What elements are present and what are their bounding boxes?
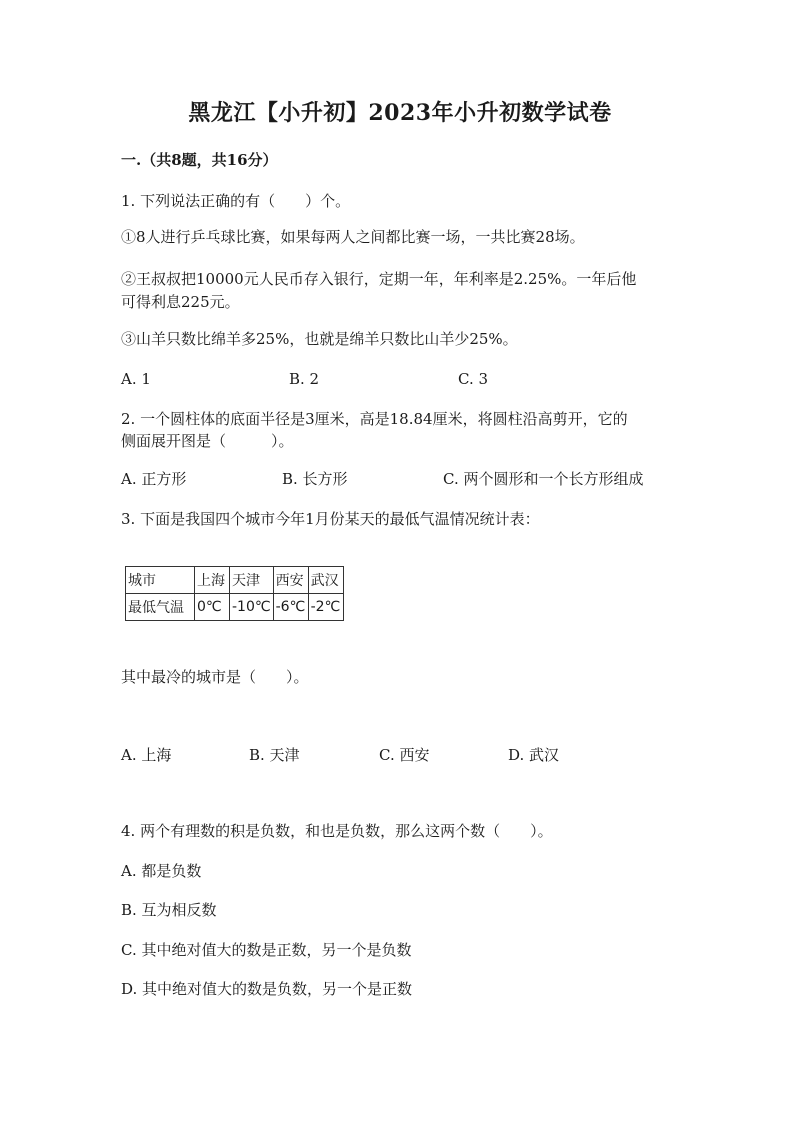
table-cell: 天津 [230,567,274,594]
section-heading: 一.（共8题，共16分） [121,151,278,169]
table-cell: 西安 [273,567,308,594]
q1-option-b: B. 2 [289,370,320,388]
q1-statement-2: ②王叔叔把10000元人民币存入银行，定期一年，年利率是2.25%。一年后他 [121,270,637,288]
table-cell: -10℃ [230,594,274,621]
q1-statement-3: ③山羊只数比绵羊多25%，也就是绵羊只数比山羊少25%。 [121,330,518,348]
table-cell: -6℃ [273,594,308,621]
table-cell: 城市 [126,567,195,594]
table-cell: -2℃ [308,594,343,621]
table-header-row [126,567,344,594]
q1-option-a: A. 1 [121,370,151,388]
q4-option-d: D. 其中绝对值大的数是负数，另一个是正数 [121,980,413,998]
q2-option-c: C. 两个圆形和一个长方形组成 [443,470,644,488]
q4-stem: 4. 两个有理数的积是负数，和也是负数，那么这两个数（ ）。 [121,822,553,840]
table-cell: 0℃ [195,594,230,621]
q4-option-c: C. 其中绝对值大的数是正数，另一个是负数 [121,941,412,959]
q3-option-c: C. 西安 [379,746,430,764]
q2-stem-cont: 侧面展开图是（ ）。 [121,432,294,450]
table-cell: 上海 [195,567,230,594]
q4-option-a: A. 都是负数 [121,862,202,880]
q4-option-b: B. 互为相反数 [121,901,217,919]
q1-statement-1: ①8人进行乒乓球比赛，如果每两人之间都比赛一场，一共比赛28场。 [121,228,585,246]
page-title: 黑龙江【小升初】2023年小升初数学试卷 [188,100,612,126]
table-row [126,594,344,621]
q3-question: 其中最冷的城市是（ ）。 [121,668,309,686]
q1-stem: 1. 下列说法正确的有（ ）个。 [121,192,351,210]
q2-stem: 2. 一个圆柱体的底面半径是3厘米，高是18.84厘米，将圆柱沿高剪开，它的 [121,410,628,428]
q3-option-b: B. 天津 [249,746,300,764]
q2-option-b: B. 长方形 [282,470,348,488]
q3-option-d: D. 武汉 [508,746,560,764]
q1-option-c: C. 3 [458,370,489,388]
q2-option-a: A. 正方形 [121,470,187,488]
q1-statement-2-cont: 可得利息225元。 [121,293,240,311]
q3-option-a: A. 上海 [121,746,172,764]
temperature-table [125,566,344,621]
table-cell: 最低气温 [126,594,195,621]
table-cell: 武汉 [308,567,343,594]
q3-stem: 3. 下面是我国四个城市今年1月份某天的最低气温情况统计表： [121,510,540,528]
